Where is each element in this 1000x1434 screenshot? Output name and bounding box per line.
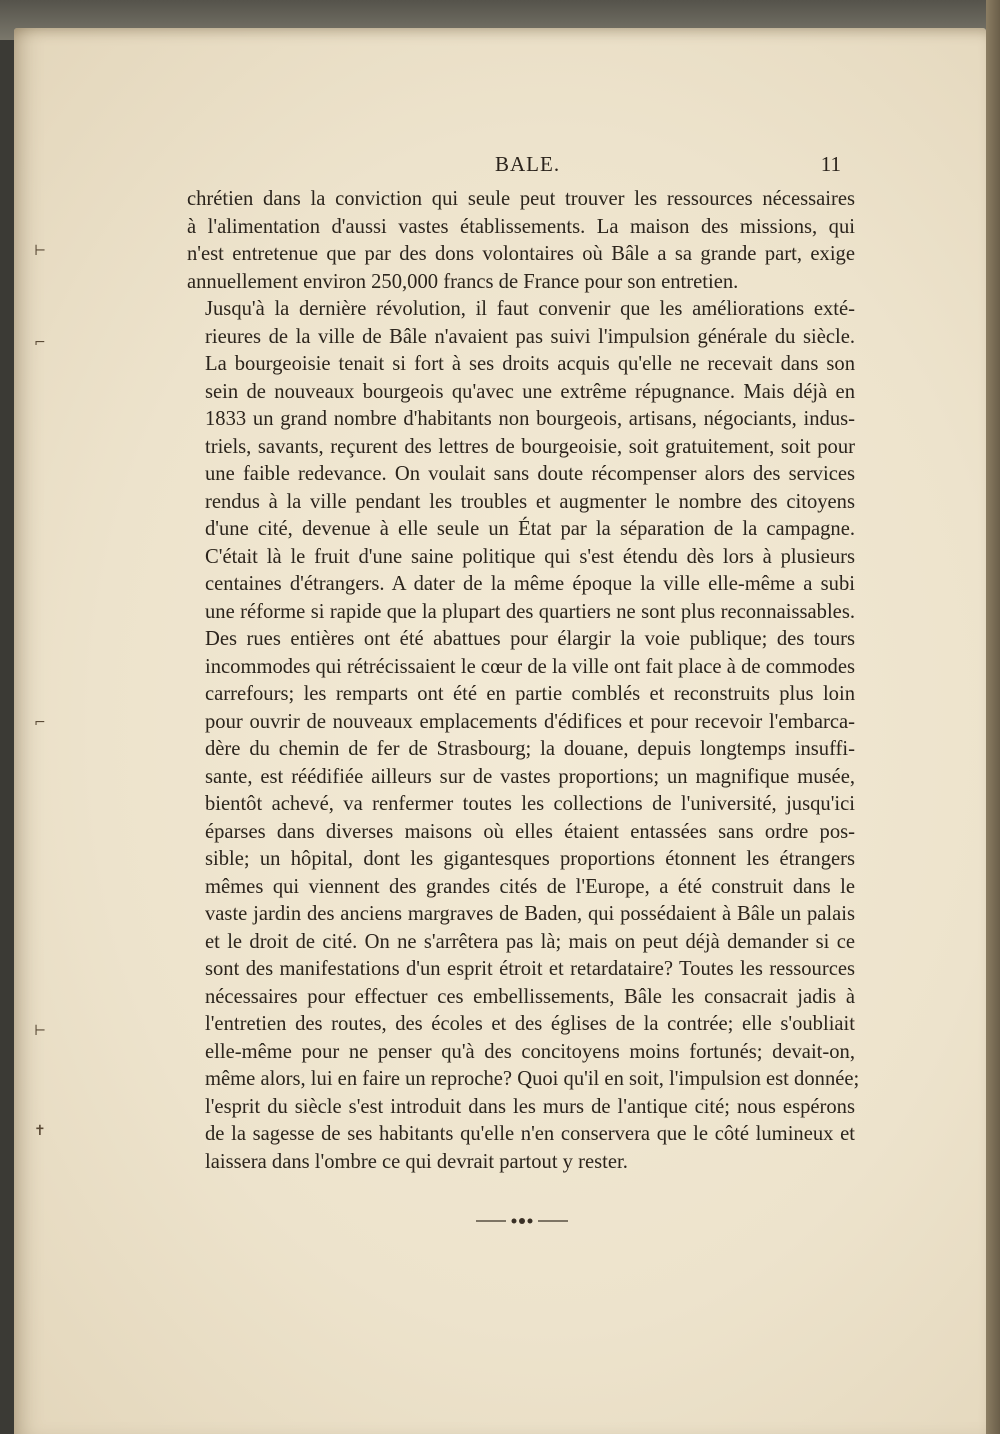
text-line: éparses dans diverses maisons où elles étaient entassées sans ordre pos- <box>205 820 855 843</box>
body-text <box>187 186 860 1176</box>
text-line: vaste jardin des anciens margraves de Baden, qui possédaient à Bâle un palais <box>205 903 855 925</box>
gutter-mark-icon: ⊢ <box>34 1023 47 1039</box>
paragraph <box>187 296 860 1176</box>
text-line: rendus à la ville pendant les troubles et augmenter le nombre des citoyens <box>205 490 855 513</box>
gutter-mark-icon: ⌐ <box>34 715 46 731</box>
text-line: 1833 un grand nombre d'habitants non bourgeois, artisans, négociants, indus- <box>205 408 855 430</box>
text-line: même alors, lui en faire un reproche? Quoi qu'il en soit, l'impulsion est donnée; <box>205 1068 860 1090</box>
text-line: l'esprit du siècle s'est introduit dans les murs de l'antique cité; nous espérons <box>205 1095 855 1118</box>
text-line: une faible redevance. On voulait sans doute récompenser alors des services <box>205 463 855 485</box>
text-line: incommodes qui rétrécissaient le cœur de la ville ont fait place à de commodes <box>205 655 855 678</box>
book-cover-edge <box>986 0 1000 1434</box>
text-line: sante, est réédifiée ailleurs sur de vastes proportions; un magnifique musée, <box>205 765 855 788</box>
gutter-mark-icon: ⊢ <box>34 243 47 259</box>
gutter-mark-icon: ⌐ <box>34 335 46 351</box>
text-line: centaines d'étrangers. A dater de la même époque la ville elle-même a subi <box>205 573 855 595</box>
text-line: La bourgeoisie tenait si fort à ses droits acquis qu'elle ne recevait dans son <box>205 353 855 375</box>
text-line: sible; un hôpital, dont les gigantesques proportions étonnent les étrangers <box>205 848 855 870</box>
paragraph <box>187 186 855 296</box>
text-line: Jusqu'à la dernière révolution, il faut convenir que les améliorations exté- <box>205 298 855 320</box>
text-line: carrefours; les remparts ont été en partie comblés et reconstruits plus loin <box>205 683 855 705</box>
page-number: 11 <box>820 152 841 176</box>
running-head-title: BALE. <box>495 152 561 176</box>
text-line: dère du chemin de fer de Strasbourg; la douane, depuis longtemps insuffi- <box>205 738 855 760</box>
text-line: C'était là le fruit d'une saine politique qui s'est étendu dès lors à plusieurs <box>205 545 855 568</box>
text-line: nécessaires pour effectuer ces embellissements, Bâle les consacrait jadis à <box>205 985 855 1008</box>
text-line: mêmes qui viennent des grandes cités de l'Europe, a été construit dans le <box>205 875 855 898</box>
text-line: sein de nouveaux bourgeois qu'avec une extrême répugnance. Mais déjà en <box>205 380 855 403</box>
text-line: de la sagesse de ses habitants qu'elle n'en conservera que le côté lumineux et <box>205 1123 855 1145</box>
text-line: rieures de la ville de Bâle n'avaient pas suivi l'impulsion générale du siècle. <box>205 325 855 348</box>
text-line: elle-même pour ne penser qu'à des concitoyens moins fortunés; devait-on, <box>205 1040 855 1063</box>
end-ornament-icon <box>476 1214 568 1228</box>
text-line: laissera dans l'ombre ce qui devrait partout y rester. <box>205 1150 628 1173</box>
text-line: sont des manifestations d'un esprit étroit et retardataire? Toutes les ressources <box>205 958 855 980</box>
text-line: l'entretien des routes, des écoles et des églises de la contrée; elle s'oubliait <box>205 1013 855 1035</box>
text-line: et le droit de cité. On ne s'arrêtera pas là; mais on peut déjà demander si ce <box>205 930 855 953</box>
text-line: annuellement environ 250,000 francs de France pour son entretien. <box>187 270 739 293</box>
text-line: triels, savants, reçurent des lettres de bourgeoisie, soit gratuitement, soit pour <box>205 435 855 458</box>
text-line: bientôt achevé, va renfermer toutes les collections de l'université, jusqu'ici <box>205 793 855 815</box>
text-line: une réforme si rapide que la plupart des quartiers ne sont plus reconnaissables. <box>205 600 855 623</box>
text-line: Des rues entières ont été abattues pour élargir la voie publique; des tours <box>205 628 855 650</box>
text-line: d'une cité, devenue à elle seule un État par la séparation de la campagne. <box>205 518 855 540</box>
text-line: n'est entretenue que par des dons volontaires où Bâle a sa grande part, exige <box>187 243 855 265</box>
text-line: pour ouvrir de nouveaux emplacements d'édifices et pour recevoir l'embarca- <box>205 710 855 733</box>
text-line: chrétien dans la conviction qui seule peut trouver les ressources nécessaires <box>187 188 855 210</box>
gutter-mark-icon: ✝ <box>34 1123 46 1139</box>
text-line: à l'alimentation d'aussi vastes établissements. La maison des missions, qui <box>187 215 855 238</box>
